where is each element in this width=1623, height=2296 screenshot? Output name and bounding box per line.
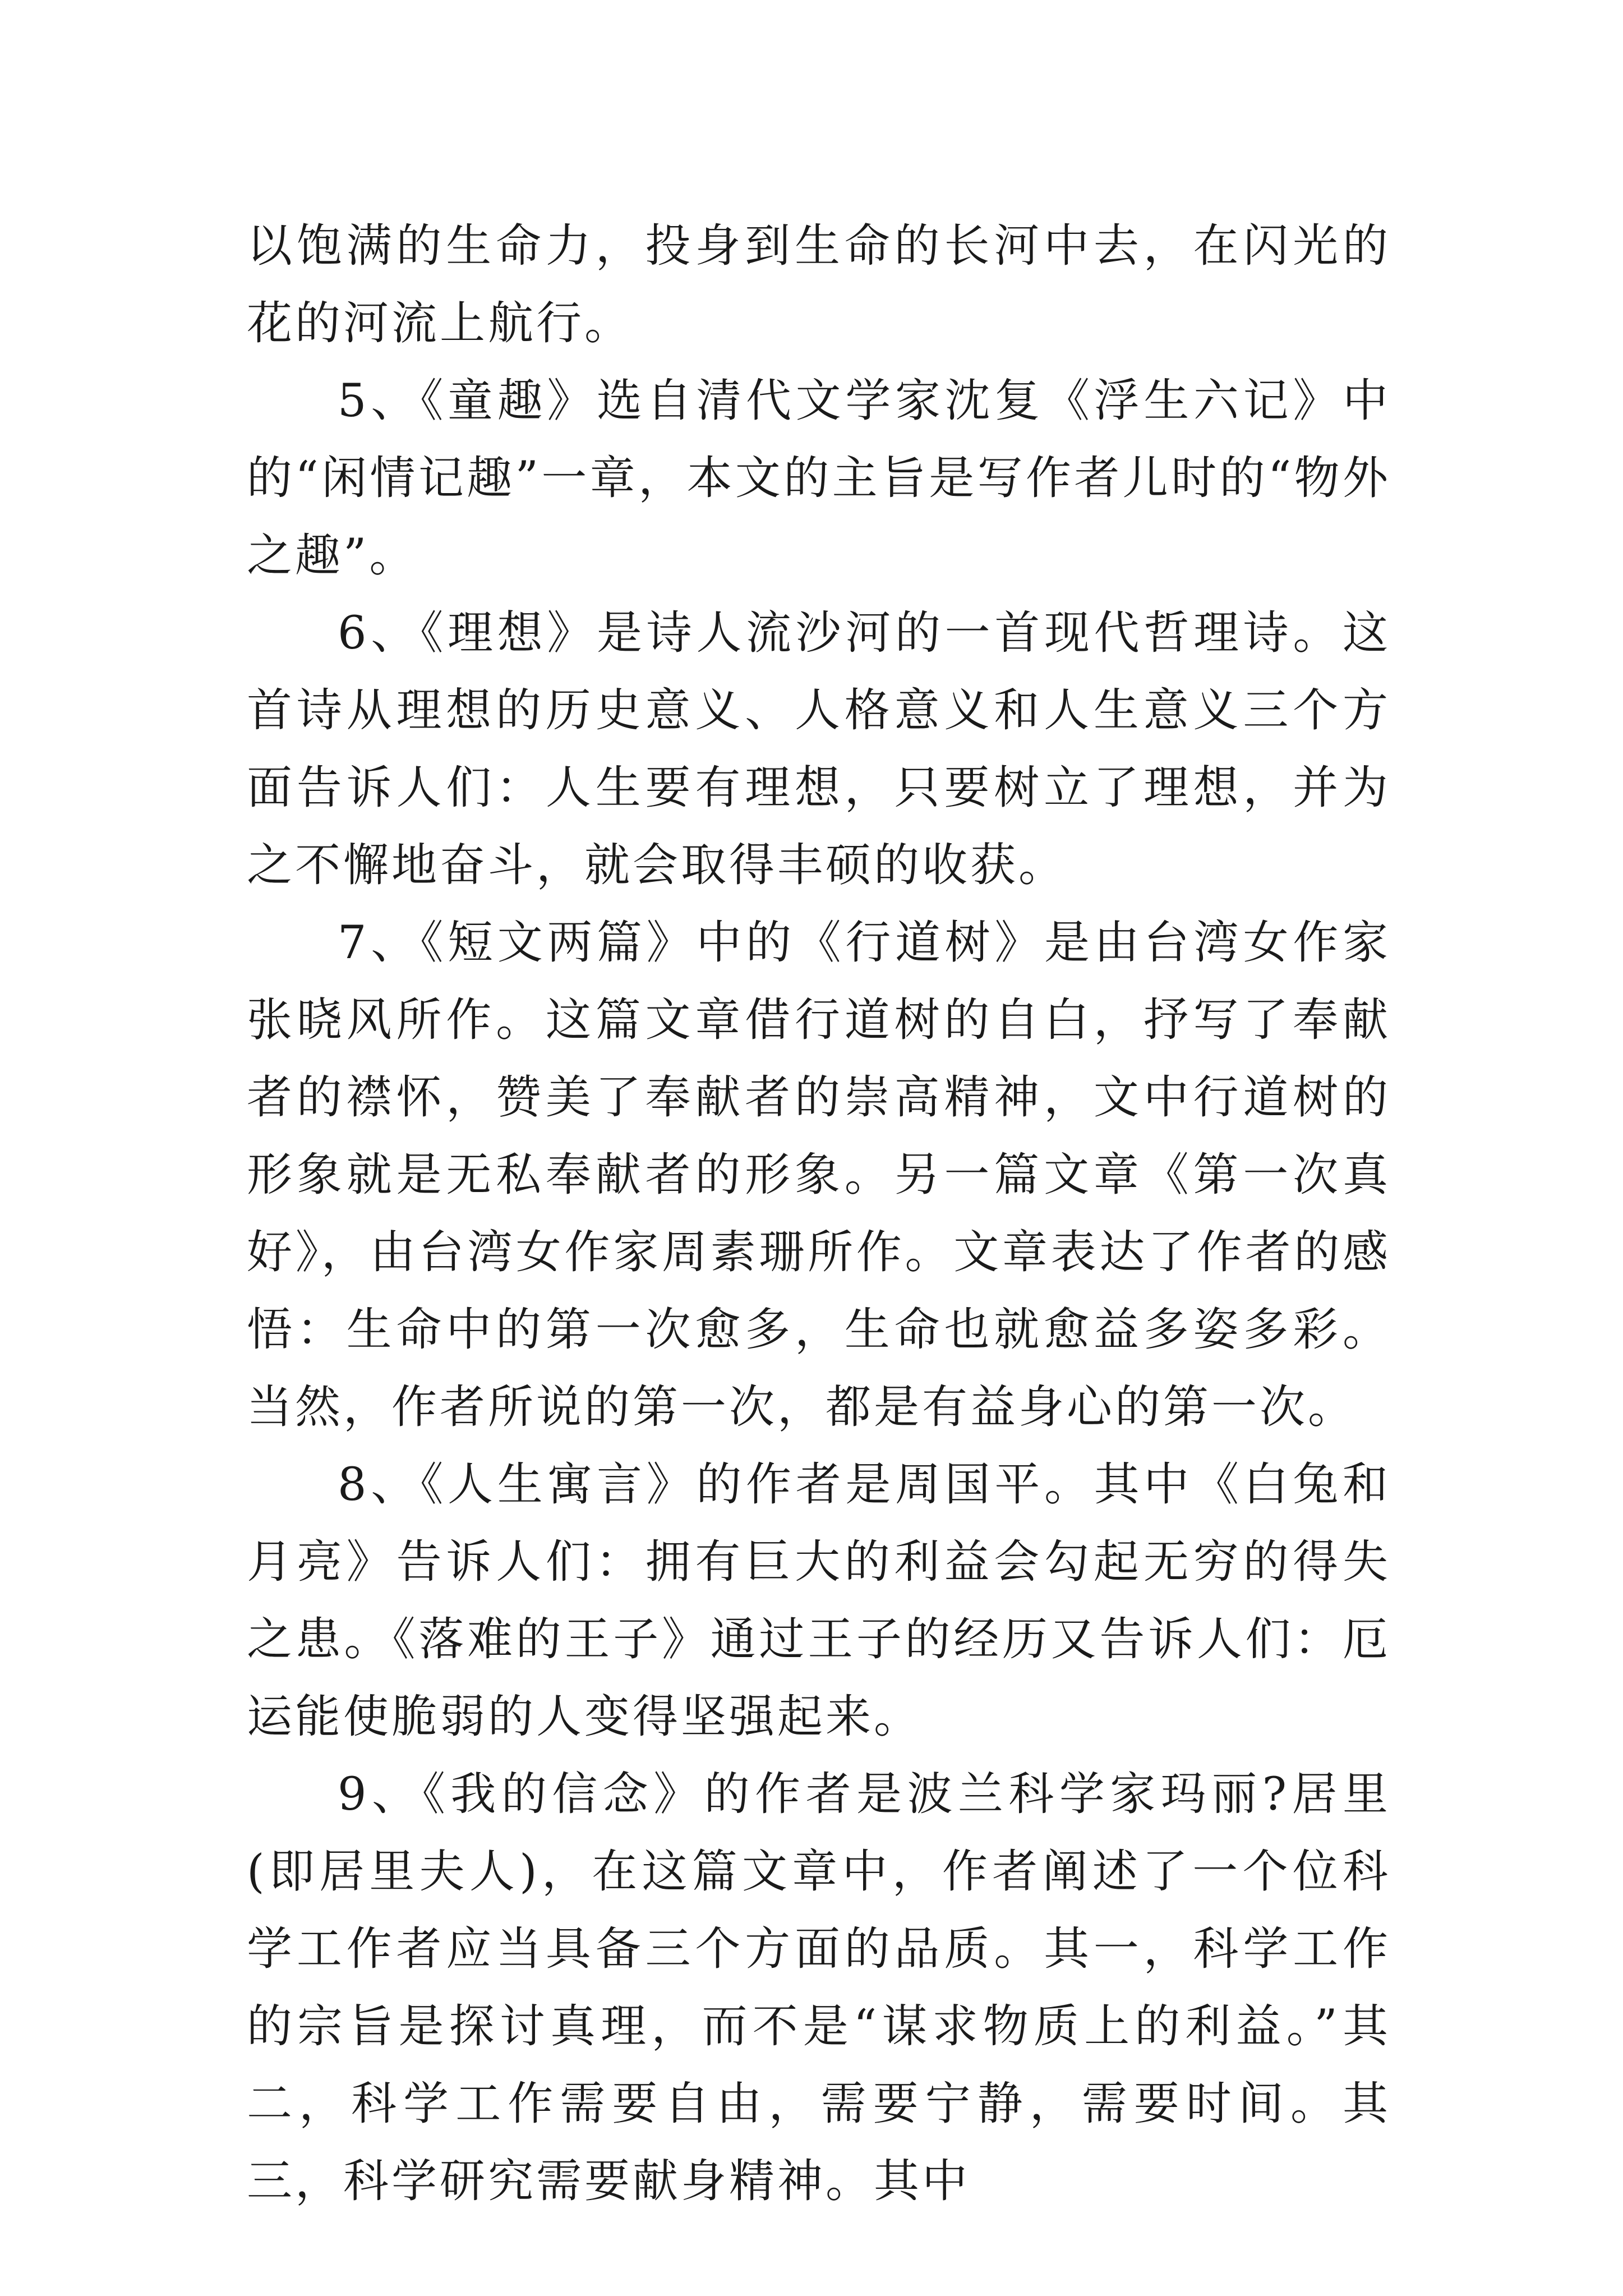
document-body (247, 208, 1391, 2220)
paragraph-item-5: 5、《童趣》选自清代文学家沈复《浮生六记》中的“闲情记趣”一章，本文的主旨是写作者儿时的“物外之趣”。 (247, 375, 1391, 582)
paragraph-item-7: 7、《短文两篇》中的《行道树》是由台湾女作家张晓风所作。这篇文章借行道树的自白，抒写了奉献者的襟怀，赞美了奉献者的崇高精神，文中行道树的形象就是无私奉献者的形象。另一篇文章《第一次真好》，由台湾女作家周素珊所作。文章表达了作者的感悟：生命中的第一次愈多，生命也就愈益多姿多彩。当然，作者所说的第一次，都是有益身心的第一次。 (247, 917, 1391, 1434)
paragraph-item-6: 6、《理想》是诗人流沙河的一首现代哲理诗。这首诗从理想的历史意义、人格意义和人生意义三个方面告诉人们：人生要有理想，只要树立了理想，并为之不懈地奋斗，就会取得丰硕的收获。 (247, 607, 1391, 892)
paragraph-item-8: 8、《人生寓言》的作者是周国平。其中《白兔和月亮》告诉人们：拥有巨大的利益会勾起无穷的得失之患。《落难的王子》通过王子的经历又告诉人们：厄运能使脆弱的人变得坚强起来。 (247, 1458, 1391, 1743)
paragraph-continuation: 以饱满的生命力，投身到生命的长河中去，在闪光的花的河流上航行。 (247, 220, 1391, 350)
paragraph-item-9: 9、《我的信念》的作者是波兰科学家玛丽?居里(即居里夫人)，在这篇文章中，作者阐述了一个位科学工作者应当具备三个方面的品质。其一，科学工作的宗旨是探讨真理，而不是“谋求物质上的利益。”其二，科学工作需要自由，需要宁静，需要时间。其三，科学研究需要献身精神。其中 (247, 1768, 1391, 2208)
